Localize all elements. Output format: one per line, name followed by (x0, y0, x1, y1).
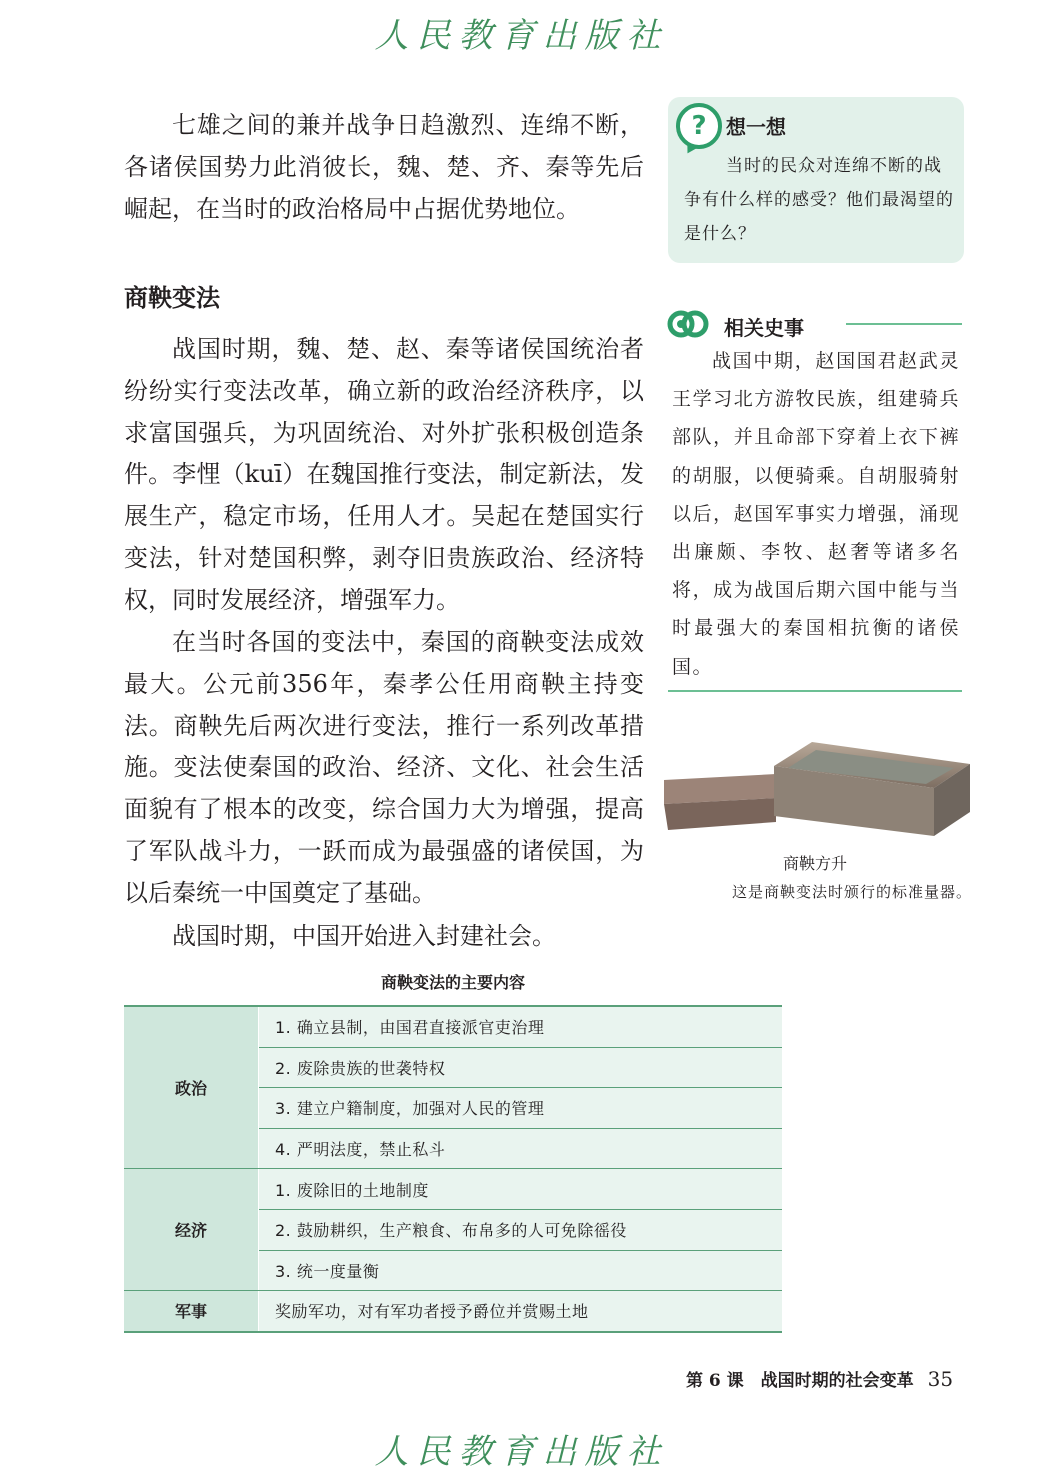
history-title-rule (846, 323, 962, 325)
table-row (124, 1169, 782, 1210)
body-paragraph-2: 在当时各国的变法中，秦国的商鞅变法成效最大。公元前356年，秦孝公任用商鞅主持变法。商鞅先后两次进行变法，推行一系列改革措施。变法使秦国的政治、经济、文化、社会生活面貌有了根本的改变，综合国力大为增强，提高了军队战斗力，一跃而成为最强盛的诸侯国，为以后秦统一中国奠定了基础。 (124, 628, 644, 907)
publisher-header: 人民教育出版社 (374, 16, 669, 56)
publisher-footer: 人民教育出版社 (374, 1432, 669, 1472)
table-cell: 4. 严明法度，禁止私斗 (259, 1128, 783, 1169)
lesson-title: 第 6 课 战国时期的社会变革 (686, 1371, 914, 1391)
table-cell: 1. 废除旧的土地制度 (259, 1169, 783, 1210)
linked-rings-icon (666, 304, 710, 344)
table-cell: 3. 统一度量衡 (259, 1250, 783, 1291)
table-row (124, 1291, 782, 1332)
think-title: 想一想 (726, 115, 786, 139)
think-box (668, 97, 964, 263)
page-number: 35 (927, 1367, 954, 1391)
table-row (124, 1006, 782, 1047)
category-politics: 政治 (124, 1006, 259, 1169)
table-title: 商鞅变法的主要内容 (380, 973, 525, 992)
table-cell: 1. 确立县制，由国君直接派官吏治理 (259, 1006, 783, 1047)
category-economy: 经济 (124, 1169, 259, 1291)
history-divider (668, 690, 962, 692)
artifact-caption: 这是商鞅变法时颁行的标准量器。 (731, 883, 972, 901)
table-cell: 奖励军功，对有军功者授予爵位并赏赐土地 (259, 1291, 783, 1332)
reform-table (124, 1005, 782, 1333)
question-bubble-icon: ? (676, 103, 722, 149)
think-text: 当时的民众对连绵不断的战争有什么样的感受？他们最渴望的是什么？ (684, 156, 954, 244)
artifact-title: 商鞅方升 (782, 854, 847, 873)
category-military: 军事 (124, 1291, 259, 1332)
intro-paragraph: 七雄之间的兼并战争日趋激烈、连绵不断，各诸侯国势力此消彼长，魏、楚、齐、秦等先后崛起，在当时的政治格局中占据优势地位。 (124, 111, 644, 223)
body-paragraph-3: 战国时期，中国开始进入封建社会。 (172, 922, 556, 950)
table-cell: 3. 建立户籍制度，加强对人民的管理 (259, 1088, 783, 1129)
table-cell: 2. 废除贵族的世袭特权 (259, 1047, 783, 1088)
body-paragraph-1: 战国时期，魏、楚、赵、秦等诸侯国统治者纷纷实行变法改革，确立新的政治经济秩序，以求富国强兵，为巩固统治、对外扩张积极创造条件。李悝（kuī）在魏国推行变法，制定新法，发展生产，稳定市场，任用人才。吴起在楚国实行变法，针对楚国积弊，剥夺旧贵族政治、经济特权，同时发展经济，增强军力。 (124, 335, 644, 614)
history-title: 相关史事 (724, 316, 804, 340)
page-footer (686, 1366, 953, 1391)
shang-yang-measure-image (664, 738, 978, 838)
history-text: 战国中期，赵国国君赵武灵王学习北方游牧民族，组建骑兵部队，并且命部下穿着上衣下裤的胡服，以便骑乘。自胡服骑射以后，赵国军事实力增强，涌现出廉颇、李牧、赵奢等诸多名将，成为战国后期六国中能与当时最强大的秦国相抗衡的诸侯国。 (672, 350, 960, 678)
section-title: 商鞅变法 (124, 284, 220, 312)
table-cell: 2. 鼓励耕织，生产粮食、布帛多的人可免除徭役 (259, 1209, 783, 1250)
